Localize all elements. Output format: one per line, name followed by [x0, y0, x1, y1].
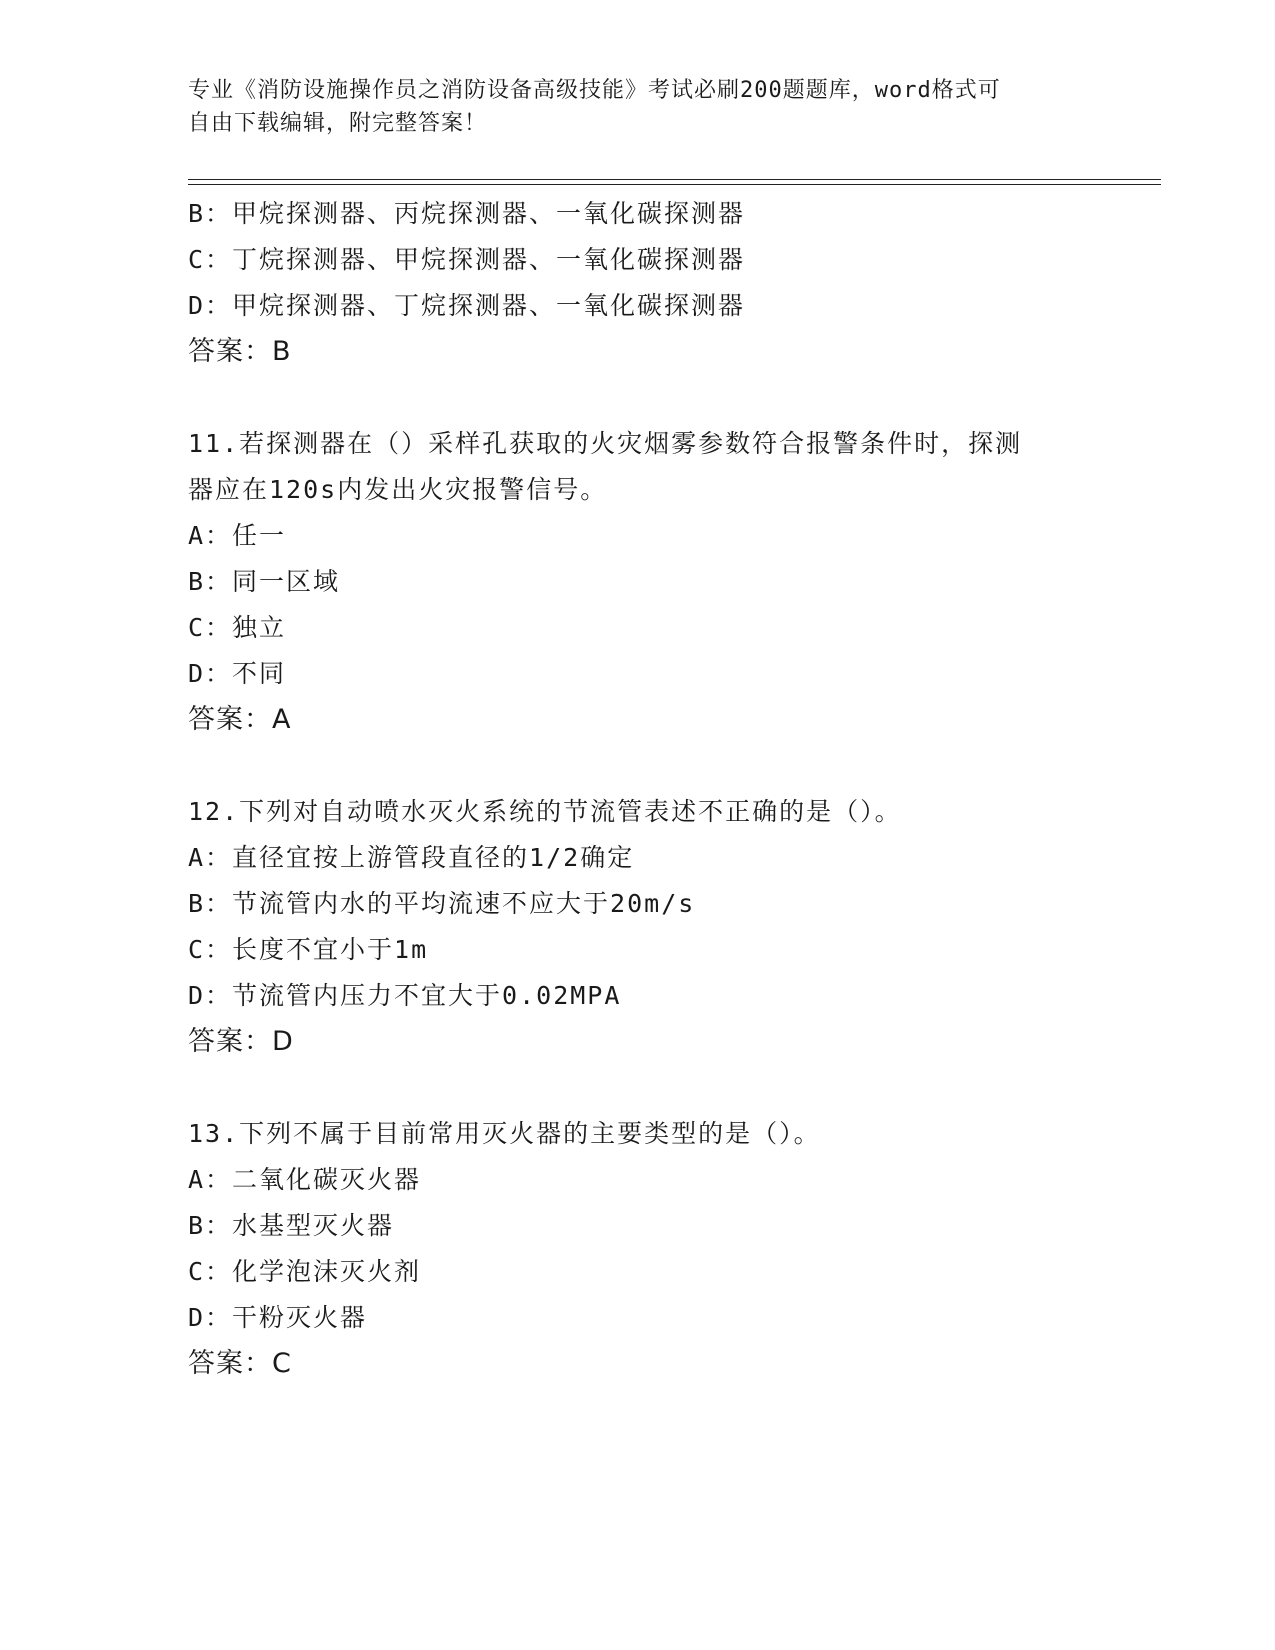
document-header: [188, 74, 1088, 140]
option-c: C：化学泡沫灭火剂: [188, 1257, 422, 1286]
option-b: B：甲烷探测器、丙烷探测器、一氧化碳探测器: [188, 199, 746, 228]
question-11: [188, 421, 1088, 743]
option-d: D：不同: [188, 659, 287, 688]
header-divider-top: [188, 179, 1161, 180]
question-stem: 11.若探测器在（）采样孔获取的火灾烟雾参数符合报警条件时，探测: [188, 429, 1023, 458]
answer: 答案：C: [188, 1348, 292, 1379]
question-stem: 13.下列不属于目前常用灭火器的主要类型的是（）。: [188, 1119, 821, 1148]
option-d: D：甲烷探测器、丁烷探测器、一氧化碳探测器: [188, 291, 746, 320]
answer: 答案：A: [188, 704, 292, 735]
question-list: [188, 191, 1088, 1387]
option-c: C：长度不宜小于1m: [188, 935, 429, 964]
option-b: B：同一区域: [188, 567, 341, 596]
answer: 答案：D: [188, 1026, 294, 1057]
previous-question: [188, 191, 1088, 375]
option-c: C：丁烷探测器、甲烷探测器、一氧化碳探测器: [188, 245, 746, 274]
option-d: D：干粉灭火器: [188, 1303, 368, 1332]
option-b: B：节流管内水的平均流速不应大于20m/s: [188, 889, 696, 918]
option-b: B：水基型灭火器: [188, 1211, 395, 1240]
option-a: A：任一: [188, 521, 287, 550]
option-a: A：直径宜按上游管段直径的1/2确定: [188, 843, 635, 872]
option-d: D：节流管内压力不宜大于0.02MPA: [188, 981, 622, 1010]
question-12: [188, 789, 1088, 1065]
header-line-2: 自由下载编辑，附完整答案！: [188, 111, 488, 136]
question-13: [188, 1111, 1088, 1387]
question-stem: 12.下列对自动喷水灭火系统的节流管表述不正确的是（）。: [188, 797, 902, 826]
option-c: C：独立: [188, 613, 287, 642]
question-stem: 器应在120s内发出火灾报警信号。: [188, 475, 608, 504]
option-a: A：二氧化碳灭火器: [188, 1165, 422, 1194]
answer: 答案：B: [188, 336, 292, 367]
header-line-1: 专业《消防设施操作员之消防设备高级技能》考试必刷200题题库，word格式可: [188, 78, 1001, 103]
header-divider-bottom: [188, 184, 1161, 185]
